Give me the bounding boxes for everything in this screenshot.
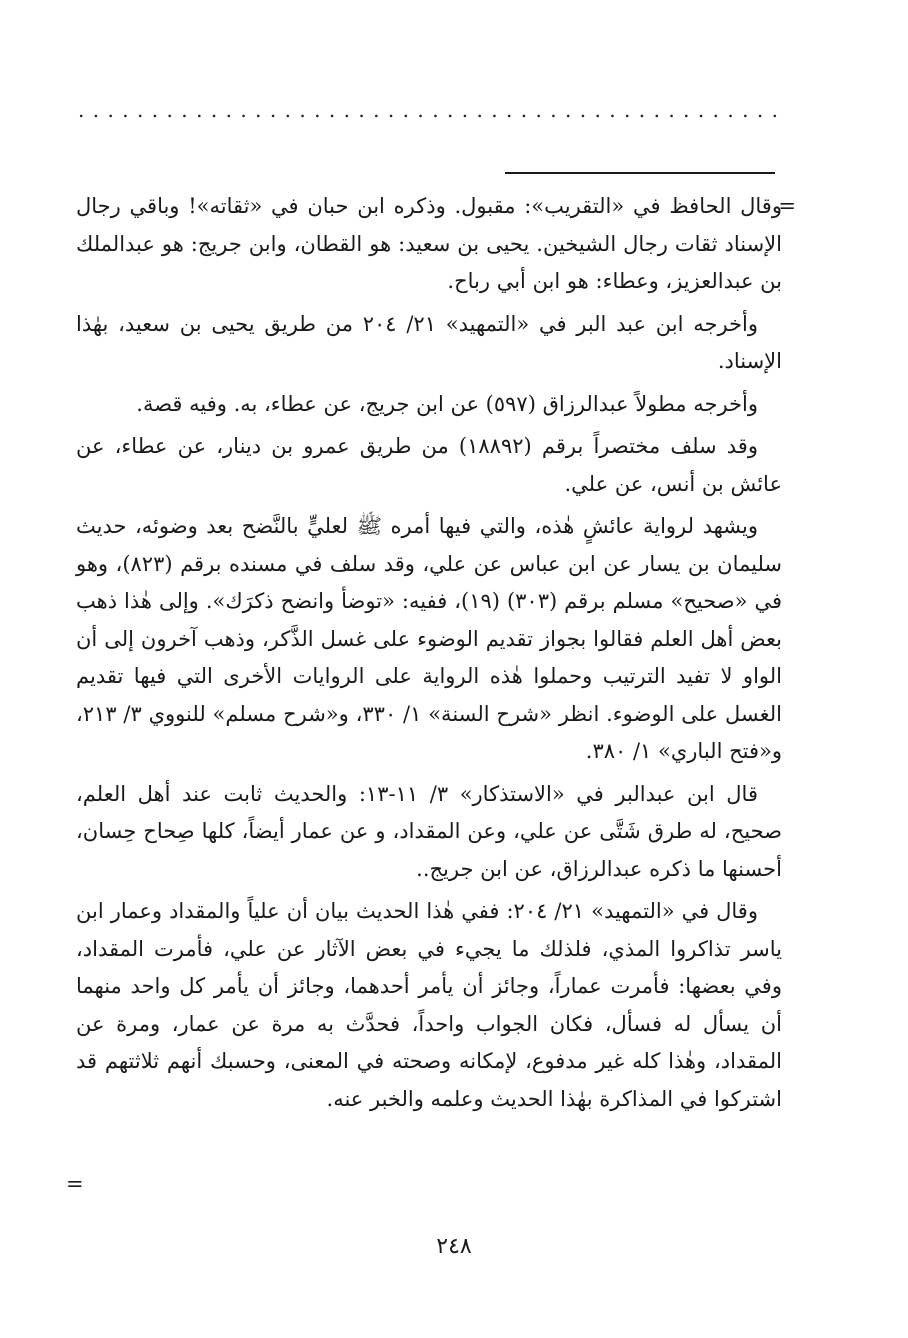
footnote-paragraph-1: وقال الحافظ في «التقريب»: مقبول. وذكره ابن حبان في «ثقاته»! وباقي رجال الإسناد ثقات رجال الشيخين. يحيى بن سعيد: هو القطان، وابن جريج: هو عبدالملك بن عبدالعزيز، وعطاء: هو ابن أبي رباح. <box>76 194 782 293</box>
footnotes-section <box>76 188 796 1123</box>
footnote-paragraph-3: وأخرجه مطولاً عبدالرزاق (٥٩٧) عن ابن جريج، عن عطاء، به. وفيه قصة. <box>136 391 758 416</box>
page-number: ٢٤٨ <box>436 1234 472 1259</box>
header-dotted-line: . . . . . . . . . . . . . . . . . . . . . . . . . . . . . . . . . . . . . . . . . . . . . . . . <box>78 100 778 120</box>
continuation-mark-end: = <box>66 1172 84 1196</box>
footnote-paragraph-7: وقال في «التمهيد» ٢١/ ٢٠٤: ففي هٰذا الحديث بيان أن علياً والمقداد وعمار ابن ياسر تذاكروا المذي، فلذلك ما يجيء في بعض الآثار عن علي، فأمرت المقداد، وفي بعضها: فأمرت عماراً، وجائز أن يأمر أحدهما، وجائز أن يأمر كل واحد منهما أن يسأل له فسأل، فكان الجواب واحداً، فحدَّث به مرة عن عمار، ومرة عن المقداد، وهٰذا كله غير مدفوع، لإمكانه وصحته في المعنى، وحسبك أنهم ثلاثتهم قد اشتركوا في المذاكرة بهٰذا الحديث وعلمه والخبر عنه. <box>76 899 782 1111</box>
footnote-paragraph-2: وأخرجه ابن عبد البر في «التمهيد» ٢١/ ٢٠٤ من طريق يحيى بن سعيد، بهٰذا الإسناد. <box>76 311 782 373</box>
footnote-paragraph-4: وقد سلف مختصراً برقم (١٨٨٩٢) من طريق عمرو بن دينار، عن عطاء، عن عائش بن أنس، عن علي. <box>76 434 782 496</box>
footnote-paragraph-5: ويشهد لرواية عائشٍ هٰذه، والتي فيها أمره ﷺ لعليٍّ بالنَّضح بعد وضوئه، حديث سليمان بن يسار عن ابن عباس عن علي، وقد سلف في مسنده برقم (٨٢٣)، وهو في «صحيح» مسلم برقم (٣٠٣) (١٩)، ففيه: «توضأ وانضح ذكرَك». وإلى هٰذا ذهب بعض أهل العلم فقالوا بجواز تقديم الوضوء على غسل الذَّكر، وذهب آخرون إلى أن الواو لا تفيد الترتيب وحملوا هٰذه الرواية على الروايات الأخرى التي فيها تقديم الغسل على الوضوء. انظر «شرح السنة» ١/ ٣٣٠، و«شرح مسلم» للنووي ٣/ ٢١٣، و«فتح الباري» ١/ ٣٨٠. <box>76 514 782 763</box>
footnote-separator-rule <box>505 172 775 174</box>
continuation-mark-start: = <box>778 194 796 218</box>
footnote-paragraph-6: قال ابن عبدالبر في «الاستذكار» ٣/ ١١-١٣: والحديث ثابت عند أهل العلم، صحيح، له طرق شَتَّى عن علي، وعن المقداد، و عن عمار أيضاً، كلها صِحاح حِسان، أحسنها ما ذكره عبدالرزاق، عن ابن جريج.. <box>76 781 782 881</box>
